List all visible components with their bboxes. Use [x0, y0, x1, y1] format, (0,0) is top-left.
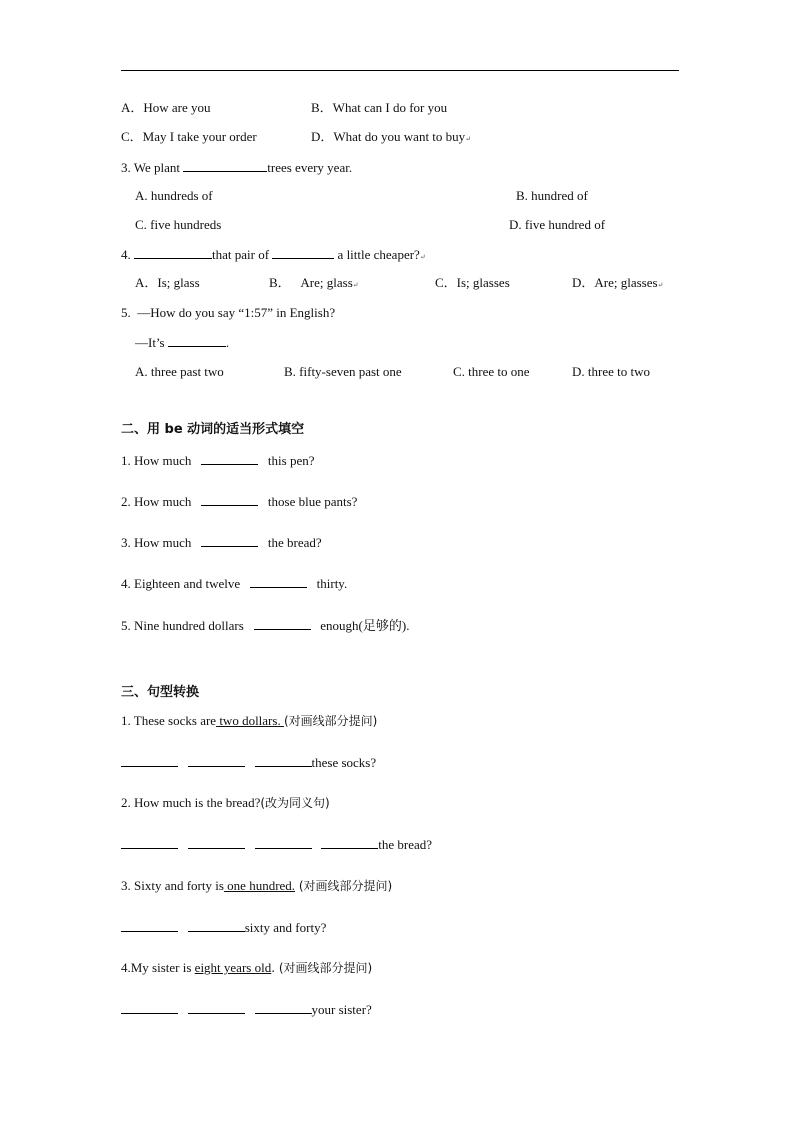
s2-item-2-before: 2. How much: [121, 494, 192, 509]
s3-q1-blank-3[interactable]: [255, 754, 312, 767]
q4-option-b-letter: B．: [269, 275, 291, 290]
s3-q1-answer: [121, 754, 376, 771]
s3-q2-answer: [121, 836, 432, 853]
s2-item-1-blank[interactable]: [201, 452, 258, 465]
q2-option-b: B．What can I do for you: [311, 100, 448, 115]
s2-item-1-before: 1. How much: [121, 453, 192, 468]
s3-q2-answer-end: the bread?: [378, 837, 433, 852]
s3-q1-blank-1[interactable]: [121, 754, 178, 767]
q4-blank-2[interactable]: [272, 246, 334, 259]
s3-q4-answer: [121, 1001, 372, 1018]
q3-text-after: trees every year.: [267, 160, 353, 175]
s3-q1: [121, 713, 377, 729]
s3-q1-note: (对画线部分提问): [283, 714, 378, 728]
q3-option-d: D. five hundred of: [509, 217, 606, 232]
s2-item-5-before: 5. Nine hundred dollars: [121, 618, 244, 633]
top-rule: [121, 70, 679, 71]
q5-question: —How do you say “1:57” in English?: [137, 305, 336, 320]
s3-q2: [121, 795, 330, 811]
q5-answer-start: —It’s: [135, 335, 165, 350]
q3-option-b: B. hundred of: [516, 188, 588, 203]
q4-stem: [121, 246, 426, 265]
s3-q3-answer-end: sixty and forty?: [244, 920, 327, 935]
s2-item-1-after: this pen?: [267, 453, 315, 468]
s3-q4-underlined: eight years old: [194, 960, 272, 975]
q4-text-end: a little cheaper?: [337, 247, 420, 262]
s3-q3-note: (对画线部分提问): [295, 879, 393, 893]
q4-blank-1[interactable]: [134, 246, 212, 259]
s3-q2-blank-2[interactable]: [188, 836, 245, 849]
s3-q2-text: 2. How much is the bread?: [121, 795, 261, 810]
q4-option-b-text: Are; glass: [300, 275, 353, 290]
s2-item-5-after: enough(足够的).: [320, 618, 410, 633]
s3-q3: [121, 878, 392, 894]
s3-q3-before: 3. Sixty and forty is: [121, 878, 224, 893]
q3-option-c: C. five hundreds: [135, 217, 222, 232]
q4-option-d: [572, 275, 663, 293]
q5-option-c: C. three to one: [453, 364, 530, 379]
s2-item-3-before: 3. How much: [121, 535, 192, 550]
s3-q3-blank-2[interactable]: [188, 919, 245, 932]
paragraph-mark: ↵: [465, 135, 472, 143]
s3-q1-blank-2[interactable]: [188, 754, 245, 767]
q3-text-before: We plant: [133, 160, 181, 175]
section2-item-1: [121, 452, 315, 469]
s3-q2-blank-4[interactable]: [321, 836, 378, 849]
section2-item-5: [121, 617, 409, 634]
q4-option-b: [269, 275, 359, 293]
q3-option-a: A. hundreds of: [135, 188, 213, 203]
q4-option-a: A．Is; glass: [135, 275, 200, 290]
q2-option-d-text: D．What do you want to buy: [311, 129, 466, 144]
s3-q2-note: (改为同义句): [260, 796, 330, 810]
s2-item-2-blank[interactable]: [201, 493, 258, 506]
s3-q4-blank-2[interactable]: [188, 1001, 245, 1014]
s3-q4: [121, 960, 372, 976]
q5-option-b: B. fifty-seven past one: [284, 364, 402, 379]
q5-number: 5.: [121, 305, 131, 320]
section2-item-3: [121, 534, 322, 551]
q4-option-d-text: D．Are; glasses: [572, 275, 658, 290]
s2-item-4-before: 4. Eighteen and twelve: [121, 576, 241, 591]
q5-option-d: D. three to two: [572, 364, 650, 379]
s3-q4-answer-end: your sister?: [311, 1002, 372, 1017]
q4-option-c: C．Is; glasses: [435, 275, 510, 290]
s3-q4-blank-3[interactable]: [255, 1001, 312, 1014]
s2-item-2-after: those blue pants?: [267, 494, 358, 509]
q2-option-a: A．How are you: [121, 100, 211, 115]
section2-heading: 二、用 be 动词的适当形式填空: [121, 422, 305, 437]
section3-heading: 三、句型转换: [121, 685, 200, 700]
q3-number: 3.: [121, 160, 131, 175]
q5-option-a: A. three past two: [135, 364, 224, 379]
q5-blank[interactable]: [168, 334, 226, 347]
q2-option-c: C．May I take your order: [121, 129, 257, 144]
paragraph-mark: ↵: [419, 253, 426, 261]
s3-q3-underlined: one hundred.: [223, 878, 296, 893]
s2-item-3-after: the bread?: [267, 535, 322, 550]
q4-number: 4.: [121, 247, 131, 262]
q5-answer-end: .: [225, 335, 230, 350]
s3-q3-answer: [121, 919, 326, 936]
s3-q2-blank-1[interactable]: [121, 836, 178, 849]
s3-q1-before: 1. These socks are: [121, 713, 217, 728]
s3-q4-before: 4.My sister is: [121, 960, 195, 975]
q5-answer-line: [135, 334, 229, 351]
s2-item-4-blank[interactable]: [250, 575, 307, 588]
q5-stem: [121, 305, 335, 321]
paragraph-mark: ↵: [352, 281, 359, 289]
q2-option-d: [311, 129, 471, 147]
s3-q2-blank-3[interactable]: [255, 836, 312, 849]
s3-q4-blank-1[interactable]: [121, 1001, 178, 1014]
paragraph-mark: ↵: [657, 281, 664, 289]
s2-item-5-blank[interactable]: [254, 617, 311, 630]
s2-item-4-after: thirty.: [316, 576, 348, 591]
q4-text-mid: that pair of: [212, 247, 270, 262]
s2-item-3-blank[interactable]: [201, 534, 258, 547]
s3-q4-after: . (对画线部分提问): [271, 961, 373, 975]
s3-q3-blank-1[interactable]: [121, 919, 178, 932]
section2-item-4: [121, 575, 347, 592]
q3-stem: [121, 159, 352, 176]
s3-q1-answer-end: these socks?: [311, 755, 377, 770]
section2-item-2: [121, 493, 357, 510]
s3-q1-underlined: two dollars.: [216, 713, 284, 728]
q3-blank[interactable]: [183, 159, 267, 172]
